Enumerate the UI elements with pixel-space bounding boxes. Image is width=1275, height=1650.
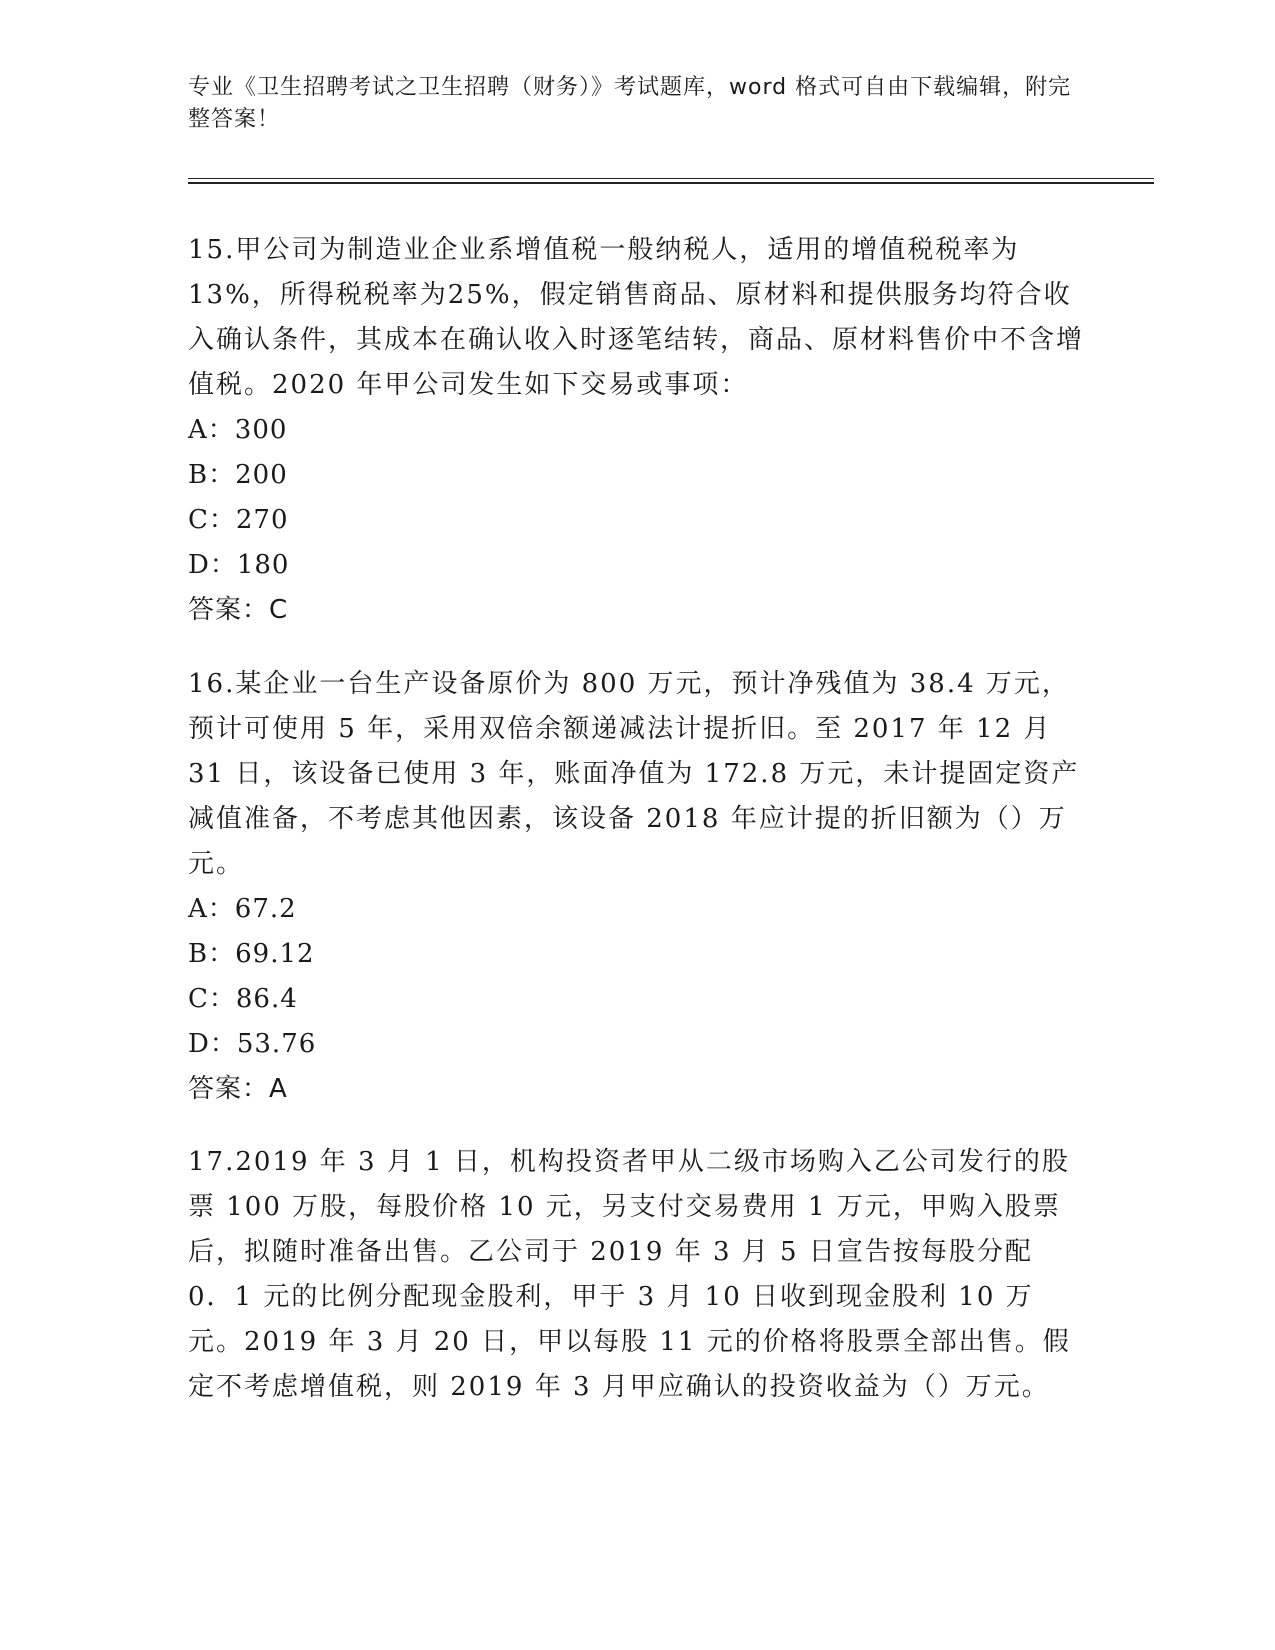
question-17 (188, 1140, 1088, 1410)
option-a: A：67.2 (188, 894, 297, 924)
header-divider-thick (188, 182, 1154, 184)
answer: 答案：A (188, 1074, 288, 1104)
header-divider-thin (188, 178, 1154, 179)
option-a: A：300 (188, 415, 288, 445)
question-text: 15.甲公司为制造业企业系增值税一般纳税人，适用的增值税税率为13%，所得税税率为25%，假定销售商品、原材料和提供服务均符合收入确认条件，其成本在确认收入时逐笔结转，商品、原材料售价中不含增值税。2020 年甲公司发生如下交易或事项： (188, 235, 1085, 400)
option-b: B：200 (188, 460, 288, 490)
question-16 (188, 662, 1088, 1112)
question-text: 17.2019 年 3 月 1 日，机构投资者甲从二级市场购入乙公司发行的股票 100 万股，每股价格 10 元，另支付交易费用 1 万元，甲购入股票后，拟随时准备出售。乙公司于 2019 年 3 月 5 日宣告按每股分配 0．1 元的比例分配现金股利，甲于 3 月 10 日收到现金股利 10 万元。2019 年 3 月 20 日，甲以每股 11 元的价格将股票全部出售。假定不考虑增值税，则 2019 年 3 月甲应确认的投资收益为（）万元。 (188, 1147, 1071, 1402)
answer: 答案：C (188, 595, 289, 625)
option-c: C：86.4 (188, 984, 298, 1014)
question-15 (188, 228, 1088, 633)
option-b: B：69.12 (188, 939, 315, 969)
question-text: 16.某企业一台生产设备原价为 800 万元，预计净残值为 38.4 万元，预计可使用 5 年，采用双倍余额递减法计提折旧。至 2017 年 12 月 31 日，该设备已使用 3 年，账面净值为 172.8 万元，未计提固定资产减值准备，不考虑其他因素，该设备 2018 年应计提的折旧额为（）万元。 (188, 669, 1080, 879)
document-header: 专业《卫生招聘考试之卫生招聘（财务）》考试题库，word 格式可自由下载编辑，附完整答案！ (188, 75, 1072, 132)
option-c: C：270 (188, 505, 289, 535)
option-d: D：180 (188, 550, 290, 580)
option-d: D：53.76 (188, 1029, 317, 1059)
